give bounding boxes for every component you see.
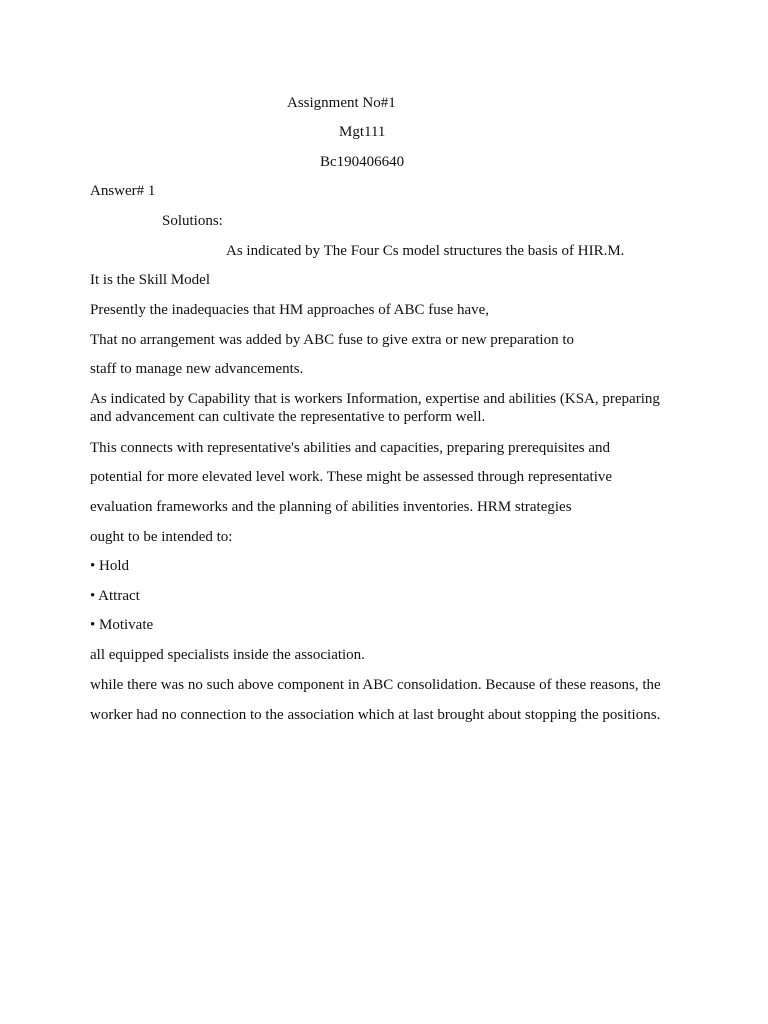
capability-paragraph: As indicated by Capability that is workers Information, expertise and abilities (KSA, preparing and advancement can cultivate the representative to perform well.	[90, 391, 660, 425]
text-line: staff to manage new advancements.	[90, 361, 304, 377]
intro-line: As indicated by The Four Cs model structures the basis of HIR.M.	[226, 243, 625, 259]
assignment-title: Assignment No#1	[287, 95, 396, 111]
answer-heading: Answer# 1	[90, 183, 156, 199]
text-line: Presently the inadequacies that HM approaches of ABC fuse have,	[90, 302, 490, 318]
bullet-item: • Attract	[90, 588, 140, 604]
bullet-item: • Motivate	[90, 617, 154, 633]
text-line: It is the Skill Model	[90, 272, 210, 288]
solutions-label: Solutions:	[162, 213, 223, 229]
text-line: ought to be intended to:	[90, 529, 233, 545]
text-line: This connects with representative's abilities and capacities, preparing prerequisites and	[90, 440, 611, 456]
text-line: evaluation frameworks and the planning of abilities inventories. HRM strategies	[90, 499, 572, 515]
course-code: Mgt111	[339, 124, 386, 140]
bullet-item: • Hold	[90, 558, 130, 574]
text-line: That no arrangement was added by ABC fuse to give extra or new preparation to	[90, 332, 575, 348]
text-line: potential for more elevated level work. These might be assessed through representative	[90, 469, 613, 485]
student-id: Bc190406640	[320, 154, 405, 170]
text-line: all equipped specialists inside the association.	[90, 647, 365, 663]
text-line: worker had no connection to the association which at last brought about stopping the positions.	[90, 707, 661, 723]
text-line: while there was no such above component in ABC consolidation. Because of these reasons, the	[90, 677, 661, 693]
